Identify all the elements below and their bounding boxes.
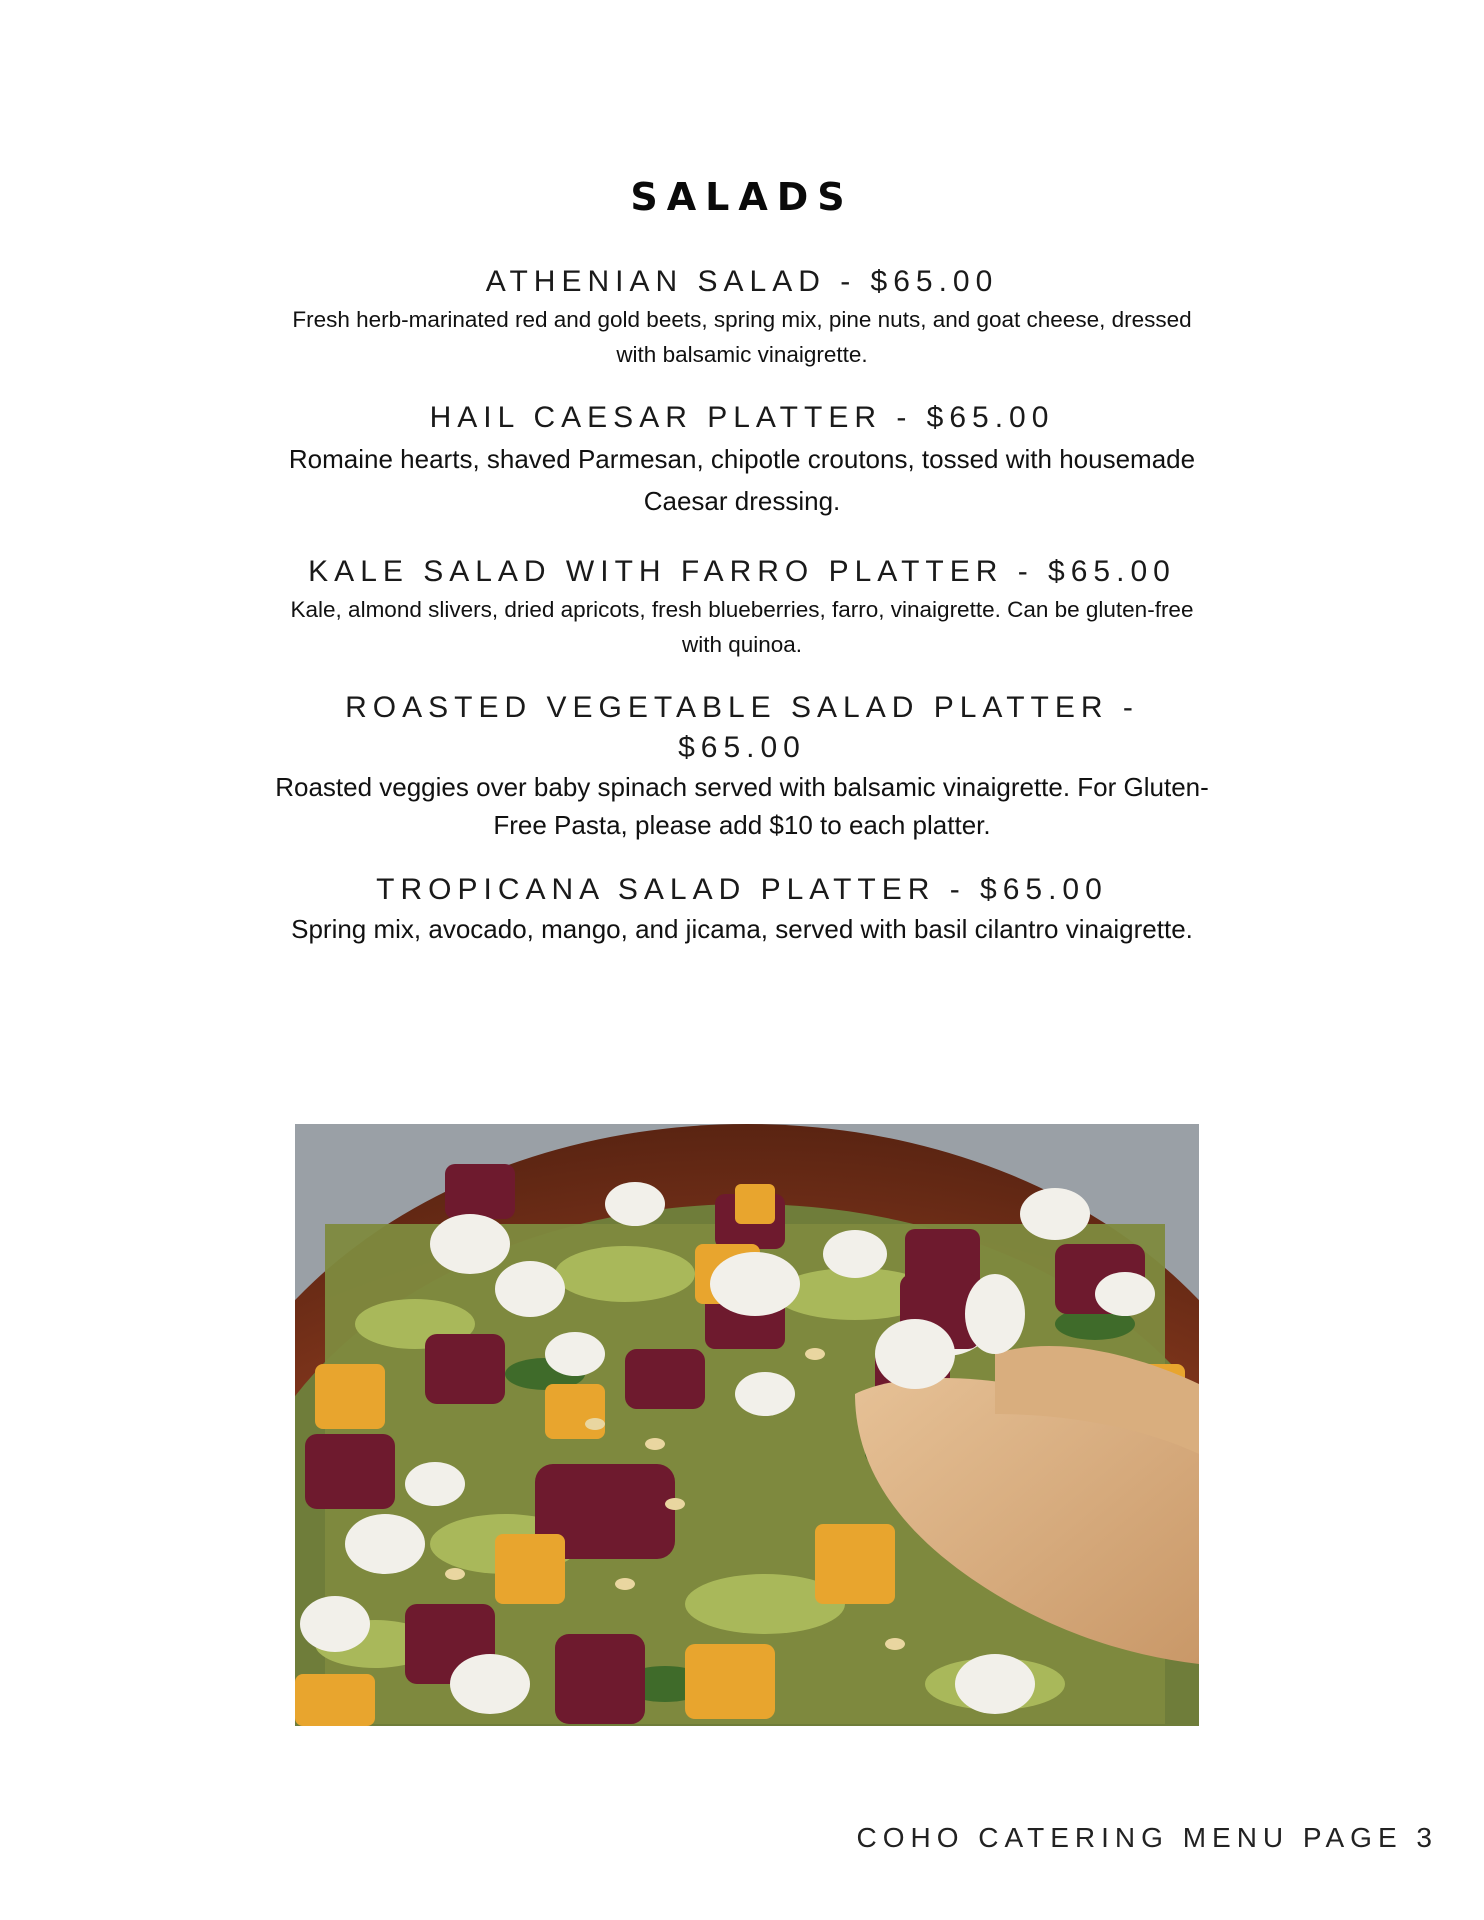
item-name: HAIL CAESAR PLATTER - $65.00 xyxy=(429,401,1055,434)
footer-page-label: COHO CATERING MENU PAGE 3 xyxy=(856,1822,1438,1853)
item-name: ROASTED VEGETABLE SALAD PLATTER - $65.00 xyxy=(345,691,1139,764)
menu-item-hail-caesar xyxy=(270,398,1214,522)
item-description: Kale, almond slivers, dried apricots, fresh blueberries, farro, vinaigrette. Can be gluten-free with quinoa. xyxy=(290,597,1194,657)
item-description: Spring mix, avocado, mango, and jicama, served with basil cilantro vinaigrette. xyxy=(291,914,1193,944)
page-title: SALADS xyxy=(630,175,854,220)
salad-menu xyxy=(270,262,1214,948)
item-name: TROPICANA SALAD PLATTER - $65.00 xyxy=(376,873,1108,906)
item-description: Romaine hearts, shaved Parmesan, chipotle croutons, tossed with housemade Caesar dressing. xyxy=(288,444,1196,516)
item-name: ATHENIAN SALAD - $65.00 xyxy=(485,265,999,298)
salad-photo-icon xyxy=(295,1124,1199,1726)
item-description: Roasted veggies over baby spinach served with balsamic vinaigrette. For Gluten-Free Pasta, please add $10 to each platter. xyxy=(275,772,1209,840)
menu-item-kale-farro xyxy=(270,552,1214,662)
menu-item-athenian xyxy=(270,262,1214,372)
item-description: Fresh herb-marinated red and gold beets, spring mix, pine nuts, and goat cheese, dressed with balsamic vinaigrette. xyxy=(292,307,1192,367)
menu-item-tropicana xyxy=(270,870,1214,948)
menu-item-roasted-vegetable xyxy=(270,688,1214,844)
item-name: KALE SALAD WITH FARRO PLATTER - $65.00 xyxy=(308,555,1176,588)
